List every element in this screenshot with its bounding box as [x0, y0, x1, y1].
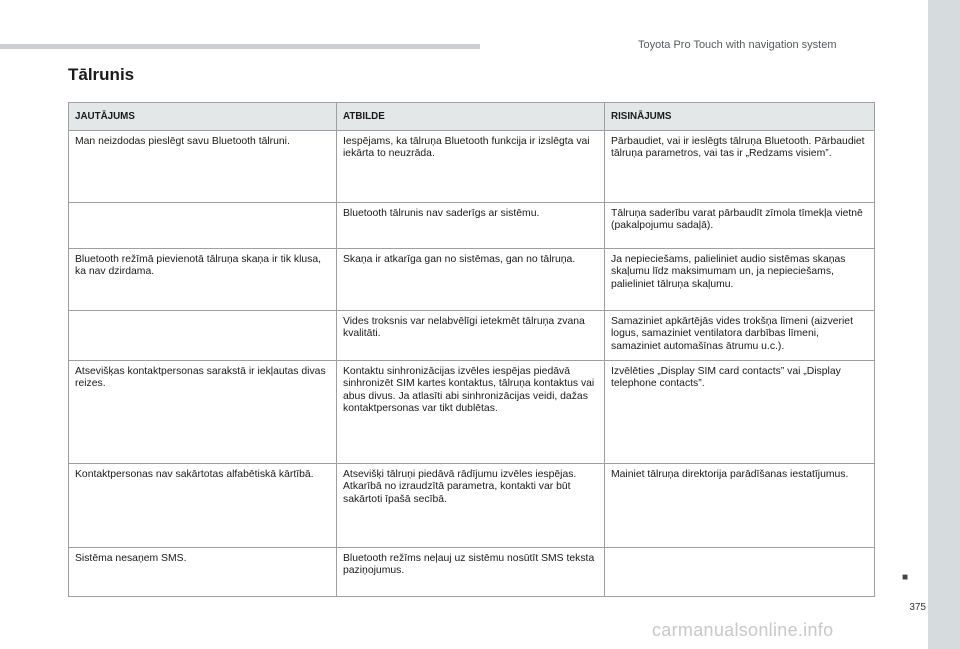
question-cell: Bluetooth režīmā pievienotā tālruņa skaņa ir tik klusa, ka nav dzirdama.: [69, 248, 337, 310]
question-cell-continued: [69, 310, 337, 360]
question-cell: Sistēma nesaņem SMS.: [69, 547, 337, 596]
troubleshooting-table: [68, 102, 875, 597]
running-header-title: Toyota Pro Touch with navigation system: [638, 39, 837, 51]
table-row: [69, 360, 875, 463]
column-header-solution: RISINĀJUMS: [605, 103, 875, 131]
table-row: [69, 310, 875, 360]
table-row: [69, 248, 875, 310]
question-cell: Atsevišķas kontaktpersonas sarakstā ir iekļautas divas reizes.: [69, 360, 337, 463]
solution-cell: Izvēlēties „Display SIM card contacts” vai „Display telephone contacts”.: [605, 360, 875, 463]
table-row: [69, 463, 875, 547]
column-header-question: JAUTĀJUMS: [69, 103, 337, 131]
page-number: 375: [909, 602, 926, 613]
table-header-row: [69, 103, 875, 131]
answer-cell: Kontaktu sinhronizācijas izvēles iespējas piedāvā sinhronizēt SIM kartes kontaktus, tālruņa kontaktus vai abus divus. Ja atlasīti abi sinhronizācijas veidi, dažas kontaktpersonas var tikt dublētas.: [337, 360, 605, 463]
solution-cell: Ja nepieciešams, palieliniet audio sistēmas skaņas skaļumu līdz maksimumam un, ja nepieciešams, palieliniet tālruņa skaļumu.: [605, 248, 875, 310]
answer-cell: Vides troksnis var nelabvēlīgi ietekmēt tālruņa zvana kvalitāti.: [337, 310, 605, 360]
answer-cell: Bluetooth režīms neļauj uz sistēmu nosūtīt SMS teksta paziņojumus.: [337, 547, 605, 596]
answer-cell: Skaņa ir atkarīga gan no sistēmas, gan no tālruņa.: [337, 248, 605, 310]
solution-cell: Pārbaudiet, vai ir ieslēgts tālruņa Bluetooth. Pārbaudiet tālruņa parametros, vai tas ir „Redzams visiem”.: [605, 130, 875, 202]
page-edge-strip: [928, 0, 960, 649]
solution-cell: Tālruņa saderību varat pārbaudīt zīmola tīmekļa vietnē (pakalpojumu sadaļā).: [605, 202, 875, 248]
answer-cell: Bluetooth tālrunis nav saderīgs ar sistēmu.: [337, 202, 605, 248]
question-cell: Kontaktpersonas nav sakārtotas alfabētiskā kārtībā.: [69, 463, 337, 547]
question-cell: Man neizdodas pieslēgt savu Bluetooth tālruni.: [69, 130, 337, 202]
table-row: [69, 202, 875, 248]
page-marker: ■: [902, 572, 909, 583]
solution-cell: Samaziniet apkārtējās vides trokšņa līmeni (aizveriet logus, samaziniet ventilatora darbības līmeni, samaziniet automašīnas ātrumu u.c.).: [605, 310, 875, 360]
table-row: [69, 130, 875, 202]
header-rule: [0, 44, 480, 49]
question-cell-continued: [69, 202, 337, 248]
column-header-answer: ATBILDE: [337, 103, 605, 131]
solution-cell: Mainiet tālruņa direktorija parādīšanas iestatījumus.: [605, 463, 875, 547]
answer-cell: Iespējams, ka tālruņa Bluetooth funkcija ir izslēgta vai iekārta to neuzrāda.: [337, 130, 605, 202]
solution-cell: [605, 547, 875, 596]
table-row: [69, 547, 875, 596]
section-title: Tālrunis: [68, 65, 135, 84]
watermark: carmanualsonline.info: [652, 620, 834, 640]
answer-cell: Atsevišķi tālruņi piedāvā rādījumu izvēles iespējas. Atkarībā no izraudzītā parametra, kontakti var būt sakārtoti īpašā secībā.: [337, 463, 605, 547]
